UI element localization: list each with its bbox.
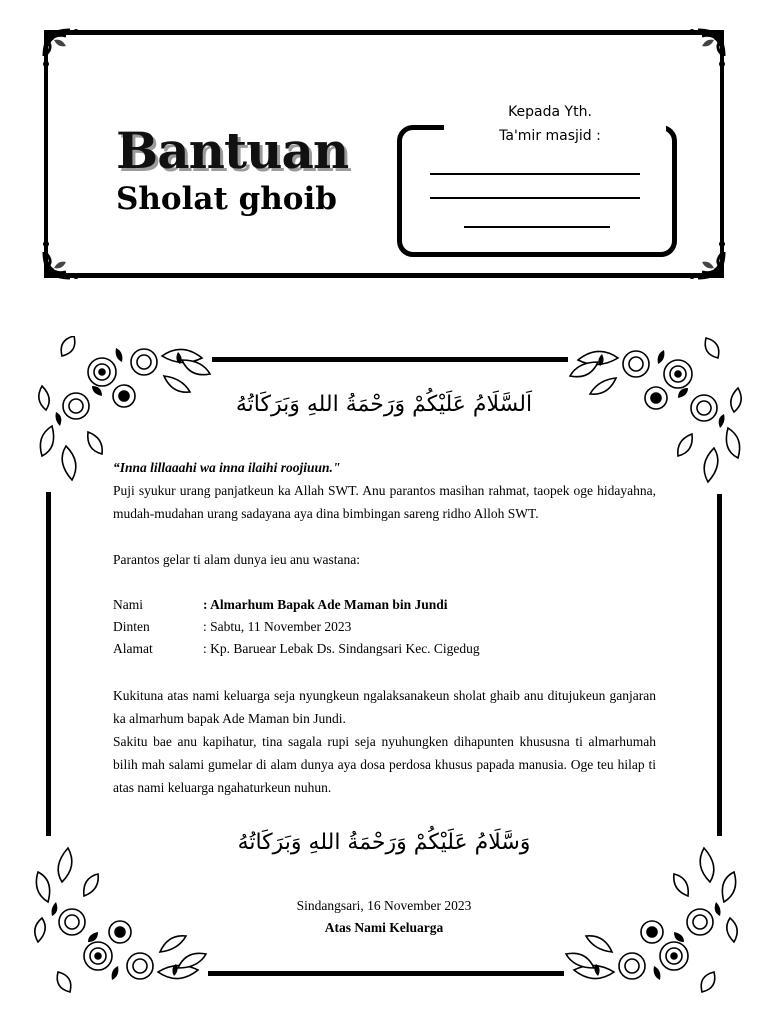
detail-row-name <box>113 594 448 616</box>
flower-corner-icon <box>28 834 208 994</box>
flower-corner-icon <box>564 834 744 994</box>
detail-value: : Almarhum Bapak Ade Maman bin Jundi <box>203 597 448 612</box>
corner-ornament-icon <box>676 230 728 282</box>
corner-ornament-icon <box>676 26 728 78</box>
arabic-closing: وَسَّلَامُ عَلَيْكُمْ وَرَحْمَةُ اللهِ وَبَرَكَاتُهُ <box>237 830 531 855</box>
quote: “Inna lillaaahi wa inna ilaihi roojiuun." <box>113 460 341 475</box>
detail-row-address <box>113 638 480 660</box>
corner-ornament-icon <box>40 26 92 78</box>
blank-line <box>430 173 640 175</box>
recipient-line-2: Ta'mir masjid : <box>499 128 601 144</box>
signature: Atas Nami Keluarga <box>324 920 444 935</box>
arabic-greeting: اَلسَّلَامُ عَلَيْكُمْ وَرَحْمَةُ اللهِ وَبَرَكَاتُهُ <box>235 392 533 417</box>
recipient-line-1: Kepada Yth. <box>508 104 592 120</box>
detail-value: : Sabtu, 11 November 2023 <box>203 619 352 634</box>
detail-row-date <box>113 616 351 638</box>
blank-line <box>464 226 610 228</box>
paragraph-prayer: Kukituna atas nami keluarga seja nyungkeun ngalaksanakeun sholat ghaib anu ditujukeun ganjaran ka almarhum bapak Ade Maman bin Jundi. <box>113 688 656 726</box>
blank-line <box>430 197 640 199</box>
corner-ornament-icon <box>40 230 92 282</box>
card-subtitle: Sholat ghoib <box>116 181 337 217</box>
intro-paragraph: Puji syukur urang panjatkeun ka Allah SWT. Anu parantos masihan rahmat, taopek oge hidayahna, mudah-mudahan urang sadayana aya dina bimbingan sareng ridho Alloh SWT. <box>113 483 656 521</box>
recipient-label <box>440 100 660 148</box>
detail-label: Alamat <box>113 641 153 656</box>
paragraph-closing: Sakitu bae anu kapihatur, tina sagala rupi seja nyuhungken dihapunten khususna ti almarhumah bilih mah salami gumelar di alam dunya aya dosa perdosa khusus papada manusia. Oge teu hilap ti atas nami keluarga ngahaturkeun nuhun. <box>113 734 656 795</box>
detail-value: : Kp. Baruear Lebak Ds. Sindangsari Kec. Cigedug <box>203 641 480 656</box>
detail-label: Dinten <box>113 619 150 634</box>
announcement: Parantos gelar ti alam dunya ieu anu wastana: <box>113 552 361 567</box>
detail-label: Nami <box>113 597 143 612</box>
place-date: Sindangsari, 16 November 2023 <box>296 898 472 913</box>
card-title: Bantuan <box>116 121 349 180</box>
